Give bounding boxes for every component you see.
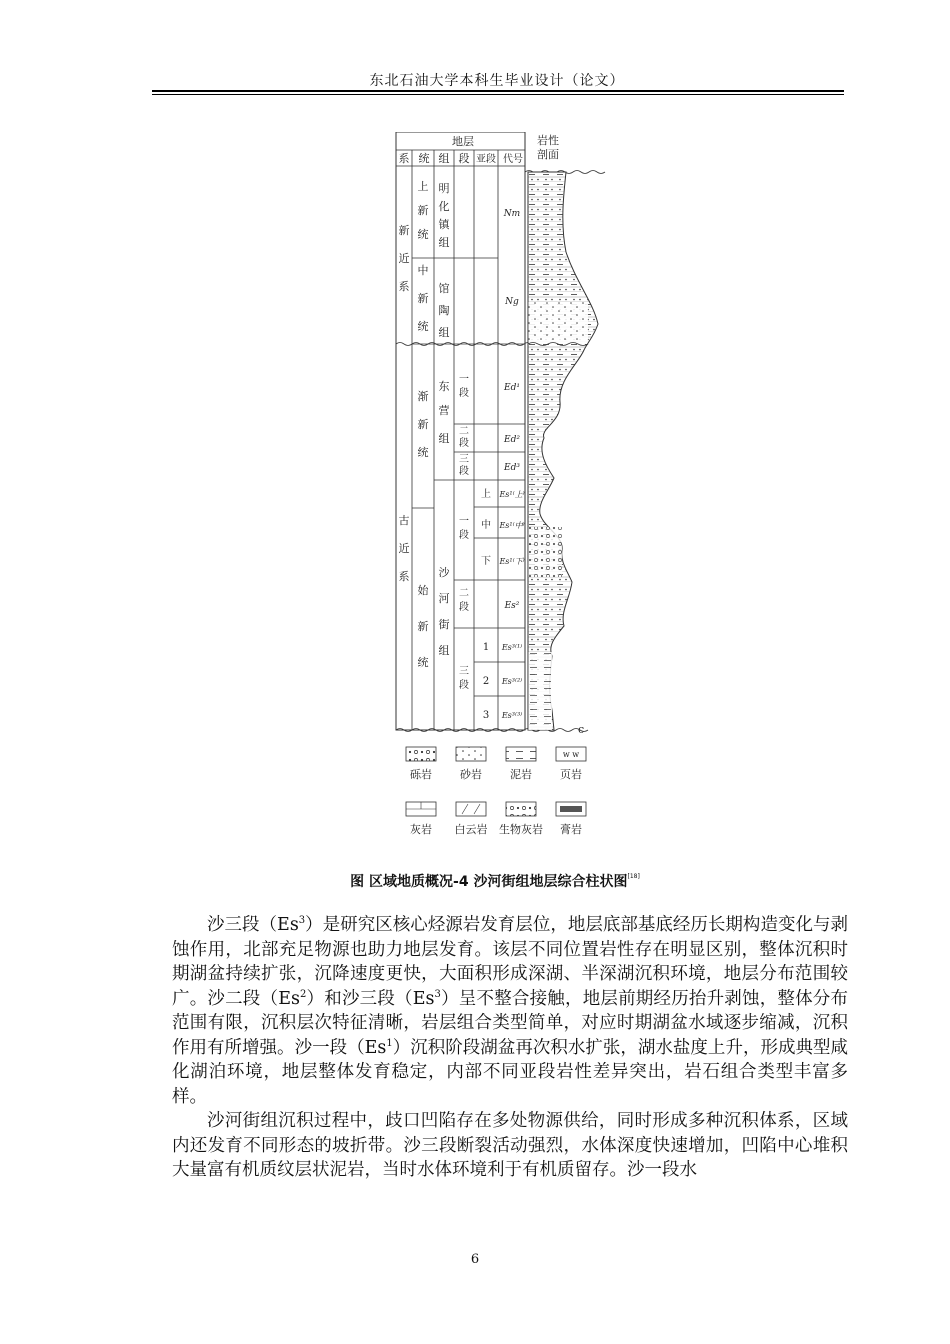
legend-mudstone: 泥岩 — [510, 768, 532, 781]
lithology-legend — [406, 747, 586, 836]
header-rule-thick — [152, 90, 844, 92]
system-neogene-3: 系 — [398, 280, 410, 293]
paragraph-1-part-4: ）呈不整合接触，地层前期经历抬升剥蚀，整体分布范围有限，沉积层次特征清晰，岩层组合类型简单，对应时期湖盆水域逐步缩减，沉积作用有所增强。沙一段（Es — [172, 988, 849, 1058]
series-upper-2: 新 — [417, 204, 429, 217]
superscript-3: 3 — [298, 915, 306, 927]
code-es3-2: Es³⁽²⁾ — [501, 677, 523, 686]
formation-minghuazhen-2: 化 — [438, 200, 450, 213]
code-es3-1: Es³⁽¹⁾ — [501, 643, 523, 652]
figure-caption — [150, 871, 840, 891]
paragraph-1-part-5: ）沉积阶段湖盆再次积水扩张，湖水盐度上升，形成典型咸化湖泊环境，地层整体发育稳定，内部不同亚段岩性差异突出，岩石组合类型丰富多样。 — [172, 1037, 849, 1107]
code-nm: Nm — [503, 209, 521, 219]
system-paleogene-3: 系 — [398, 570, 410, 583]
member-es2-2: 段 — [459, 602, 469, 613]
code-es2: Es² — [504, 601, 520, 611]
formation-dongying-1: 东 — [438, 380, 450, 393]
series-upper-3: 统 — [417, 228, 429, 241]
header-yaduan: 亚段 — [476, 154, 496, 165]
formation-shahejie-4: 组 — [438, 644, 450, 657]
header-xi: 系 — [398, 152, 410, 165]
member-ed2-1: 二 — [459, 426, 469, 437]
profile-bottom-mark: c — [578, 723, 585, 736]
member-es2-1: 二 — [459, 588, 469, 599]
member-ed1-2: 段 — [459, 388, 469, 399]
header-tong: 统 — [418, 152, 430, 165]
body-text — [172, 913, 848, 1183]
series-eocene-1: 始 — [417, 584, 429, 597]
member-ed2-2: 段 — [459, 438, 469, 449]
paragraph-1-part-1: 沙三段（Es — [207, 915, 299, 935]
member-ed1-1: 一 — [459, 374, 469, 385]
formation-guantao-3: 组 — [438, 326, 450, 339]
caption-text: 图 区域地质概况-4 沙河街组地层综合柱状图 — [350, 874, 628, 890]
code-es3-3: Es³⁽³⁾ — [501, 711, 523, 720]
formation-minghuazhen-1: 明 — [438, 182, 450, 195]
legend-bio-limestone: 生物灰岩 — [499, 823, 543, 836]
member-es1-1: 一 — [459, 516, 469, 527]
header-duan: 段 — [458, 152, 470, 165]
formation-minghuazhen-4: 组 — [438, 236, 450, 249]
legend-dolomite: 白云岩 — [454, 823, 488, 836]
series-oligocene-1: 渐 — [417, 390, 429, 403]
submember-shang: 上 — [481, 489, 491, 500]
series-eocene-2: 新 — [417, 620, 429, 633]
system-neogene-2: 近 — [398, 252, 410, 265]
system-neogene-1: 新 — [398, 224, 410, 237]
code-ng: Ng — [505, 297, 519, 307]
formation-guantao-2: 陶 — [438, 304, 450, 317]
formation-dongying-3: 组 — [438, 432, 450, 445]
series-middle-3: 统 — [417, 320, 429, 333]
column-group-header: 地层 — [452, 135, 474, 148]
formation-shahejie-2: 河 — [438, 592, 450, 605]
page-number: 6 — [470, 1252, 480, 1267]
system-paleogene-2: 近 — [398, 542, 410, 555]
header-rule-thin — [152, 94, 844, 95]
formation-shahejie-3: 街 — [438, 618, 450, 631]
stratigraphic-column-figure — [388, 132, 608, 848]
header-title: 东北石油大学本科生毕业设计（论文） — [369, 73, 625, 89]
code-es1-upper: Es¹⁽上⁾ — [499, 490, 525, 499]
code-ed2: Ed² — [504, 435, 520, 445]
header-daihao: 代号 — [503, 154, 523, 165]
series-upper-1: 上 — [417, 180, 429, 193]
system-paleogene-1: 古 — [398, 514, 410, 527]
superscript-3b: 3 — [434, 988, 441, 1000]
legend-sandstone: 砂岩 — [460, 768, 482, 781]
member-es1-2: 段 — [459, 530, 469, 541]
caption-reference: [18] — [627, 873, 640, 880]
legend-limestone: 灰岩 — [410, 823, 432, 836]
series-oligocene-2: 新 — [417, 418, 429, 431]
submember-1: 1 — [482, 642, 490, 653]
series-oligocene-3: 统 — [417, 446, 429, 459]
paragraph-1-part-3: ）和沙三段（Es — [306, 988, 435, 1009]
formation-dongying-2: 营 — [438, 404, 450, 417]
svg-text:w w: w w — [562, 750, 580, 759]
submember-zhong: 中 — [481, 520, 491, 531]
superscript-1: 1 — [386, 1037, 393, 1049]
profile-header-line2: 剖面 — [537, 148, 559, 161]
legend-shale: 页岩 — [560, 768, 582, 781]
header-zu: 组 — [438, 152, 450, 165]
submember-2: 2 — [482, 676, 490, 687]
member-es3-1: 三 — [459, 666, 469, 677]
paragraph-1 — [172, 913, 848, 1109]
legend-gravel: 砾岩 — [410, 768, 432, 781]
superscript-2: 2 — [299, 988, 307, 1000]
member-ed3-2: 段 — [459, 466, 469, 477]
stratigraphic-column-svg — [388, 132, 608, 848]
series-middle-2: 新 — [417, 292, 429, 305]
member-es3-2: 段 — [459, 680, 469, 691]
code-ed3: Ed³ — [504, 463, 520, 473]
formation-shahejie-1: 沙 — [438, 566, 450, 579]
member-ed3-1: 三 — [459, 454, 469, 465]
code-ed1: Ed¹ — [504, 383, 520, 393]
formation-guantao-1: 馆 — [438, 282, 450, 295]
profile-header-line1: 岩性 — [537, 134, 559, 147]
legend-gypsum: 膏岩 — [560, 823, 582, 836]
series-eocene-3: 统 — [417, 656, 429, 669]
formation-minghuazhen-3: 镇 — [438, 218, 450, 231]
code-es1-middle: Es¹⁽中⁾ — [499, 521, 525, 530]
paragraph-2: 沙河街组沉积过程中，歧口凹陷存在多处物源供给，同时形成多种沉积体系，区域内还发育不同形态的坡折带。沙三段断裂活动强烈，水体深度快速增加，凹陷中心堆积大量富有机质纹层状泥岩，当时水体环境利于有机质留存。沙一段水 — [172, 1111, 848, 1180]
submember-xia: 下 — [481, 556, 491, 567]
series-middle-1: 中 — [417, 264, 429, 277]
code-es1-lower: Es¹⁽下⁾ — [499, 557, 525, 566]
submember-3: 3 — [482, 710, 490, 721]
paragraph-1-part-2: ）是研究区核心烃源岩发育层位，地层底部基底经历长期构造变化与剥蚀作用，北部充足物源也助力地层发育。该层不同位置岩性存在明显区别，整体沉积时期湖盆持续扩张，沉降速度更快，大面积形成深湖、半深湖沉积环境，地层分布范围较广。沙二段（Es — [172, 915, 848, 1009]
